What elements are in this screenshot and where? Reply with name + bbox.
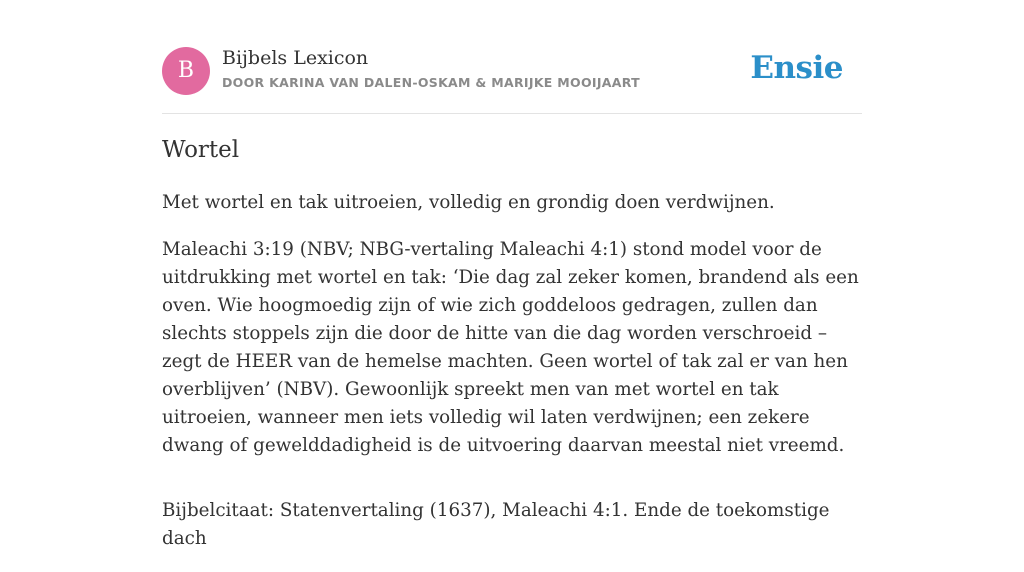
book-title[interactable]: Bijbels Lexicon [222, 47, 369, 69]
entry-citation: Bijbelcitaat: Statenvertaling (1637), Maleachi 4:1. Ende de toekomstige dach [162, 500, 830, 549]
header-divider [162, 113, 862, 114]
entry-body: Maleachi 3:19 (NBV; NBG-vertaling Maleachi 4:1) stond model voor de uitdrukking met wortel en tak: ‘Die dag zal zeker komen, brandend als een oven. Wie hoogmoedig zijn of wie zich goddeloos gedragen, zullen dan slechts stoppels zijn die door de hitte van die dag worden verschroeid – zegt de HEER van de hemelse machten. Geen wortel of tak zal er van hen overblijven’ (NBV). Gewoonlijk spreekt men van met wortel en tak uitroeien, wanneer men iets volledig wil laten verdwijnen; een zekere dwang of gewelddadigheid is de uitvoering daarvan meestal niet vreemd. [162, 239, 859, 456]
book-authors: DOOR KARINA VAN DALEN-OSKAM & MARIJKE MOOIJAART [222, 75, 640, 90]
book-avatar[interactable]: B [162, 47, 210, 95]
entry-title: Wortel [162, 137, 240, 163]
ensie-logo[interactable]: Ensie [750, 50, 843, 86]
header [162, 46, 862, 96]
entry-content [162, 189, 868, 572]
entry-definition: Met wortel en tak uitroeien, volledig en grondig doen verdwijnen. [162, 192, 775, 213]
